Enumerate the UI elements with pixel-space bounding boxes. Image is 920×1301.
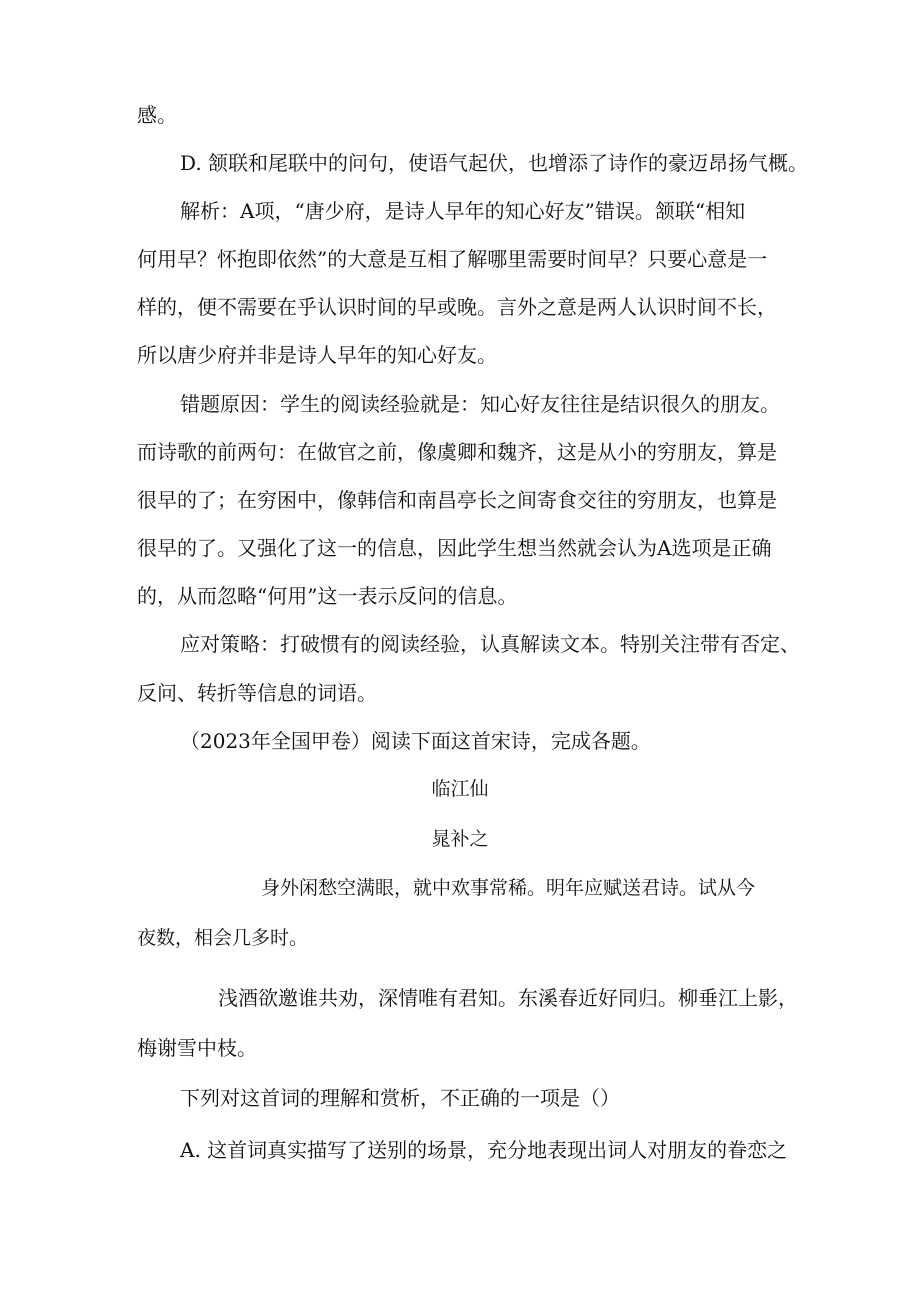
paragraph-line: 反问、转折等信息的词语。 (137, 681, 377, 705)
paragraph-line: 何用早？怀抱即依然”的大意是互相了解哪里需要时间早？只要心意是一 (137, 247, 768, 271)
question-intro: （2023年全国甲卷）阅读下面这首宋诗，完成各题。 (180, 729, 651, 753)
paragraph-line: 样的，便不需要在乎认识时间的早或晚。言外之意是两人认识时间不长， (137, 295, 777, 319)
paragraph-line: 很早的了；在穷困中，像韩信和南昌亭长之间寄食交往的穷朋友，也算是 (137, 488, 777, 512)
paragraph-line: D. 颔联和尾联中的问句，使语气起伏，也增添了诗作的豪迈昂扬气概。 (180, 151, 809, 175)
poem-line: 身外闲愁空满眼，就中欢事常稀。明年应赋送君诗。试从今 (261, 877, 756, 899)
paragraph-line: 所以唐少府并非是诗人早年的知心好友。 (137, 343, 497, 367)
poem-line: 浅酒欲邀谁共劝，深情唯有君知。东溪春近好同归。柳垂江上影， (218, 986, 798, 1010)
paragraph-line: 解析：A项，“唐少府，是诗人早年的知心好友”错误。颔联“相知 (180, 199, 746, 223)
paragraph-line: 感。 (137, 103, 177, 127)
option-a: A. 这首词真实描写了送别的场景，充分地表现出词人对朋友的眷恋之 (180, 1138, 788, 1162)
paragraph-line: 而诗歌的前两句：在做官之前，像虞卿和魏齐，这是从小的穷朋友，算是 (137, 440, 777, 464)
poem-author: 晁补之 (431, 828, 489, 850)
poem-line: 梅谢雪中枝。 (137, 1036, 257, 1060)
paragraph-line: 的，从而忽略“何用”这一表示反问的信息。 (137, 584, 518, 608)
poem-title: 临江仙 (431, 778, 489, 800)
paragraph-line: 应对策略：打破惯有的阅读经验，认真解读文本。特别关注带有否定、 (180, 632, 800, 656)
poem-line: 夜数，相会几多时。 (137, 927, 309, 949)
paragraph-line: 错题原因：学生的阅读经验就是：知心好友往往是结识很久的朋友。 (180, 392, 780, 416)
question-stem: 下列对这首词的理解和赏析，不正确的一项是（） (180, 1086, 620, 1110)
paragraph-line: 很早的了。又强化了这一的信息，因此学生想当然就会认为A选项是正确 (137, 536, 772, 560)
